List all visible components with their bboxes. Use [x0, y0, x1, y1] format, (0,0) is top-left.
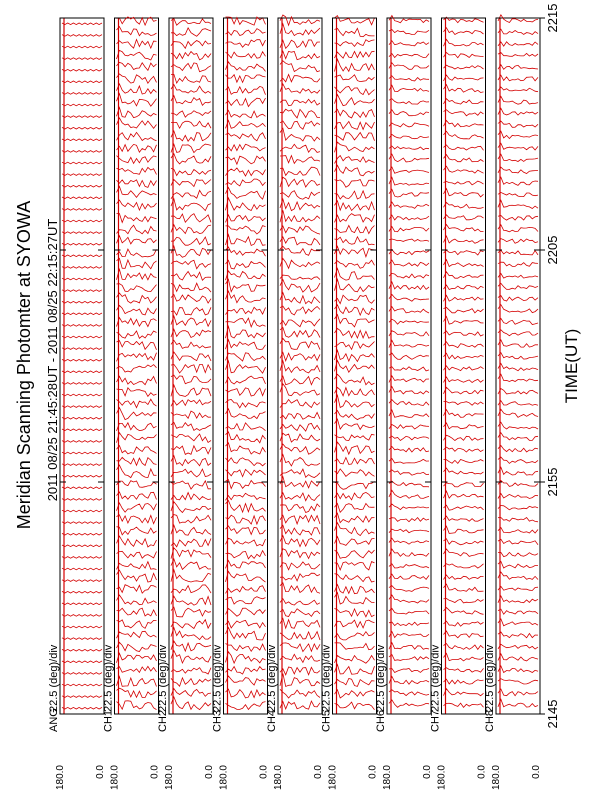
- panel-ytick-label: 0.0: [149, 765, 161, 779]
- panel-ytick-label: 180.0: [382, 765, 393, 791]
- panel-ch8: [484, 15, 542, 790]
- panel-scale-label: 22.5 (deg)/div: [48, 644, 60, 712]
- panel-ytick-label: 0.0: [313, 765, 324, 779]
- panel-ytick-label: 0.0: [476, 765, 488, 779]
- panel-scale-label: 22.5 (deg)/div: [375, 644, 387, 712]
- panel-scale-label: 22.5 (deg)/div: [266, 644, 278, 712]
- panel-scale-label: 22.5 (deg)/div: [484, 644, 496, 712]
- panel-ch1: [103, 17, 161, 790]
- panel-ytick-label: 180.0: [273, 765, 284, 791]
- panel-ytick-label: 180.0: [55, 765, 66, 791]
- panel-ytick-label: 0.0: [367, 765, 379, 779]
- panel-ytick-label: 0.0: [204, 765, 215, 779]
- panel-ytick-label: 180.0: [164, 765, 175, 791]
- panel-frame: [387, 18, 431, 714]
- panel-ytick-label: 180.0: [109, 765, 121, 791]
- panel-ch5: [321, 16, 379, 790]
- chart-title: Meridian Scanning Photomter at SYOWA: [14, 200, 34, 530]
- panel-frame: [60, 18, 104, 714]
- panel-channel-label: CH4: [266, 709, 278, 732]
- panel-ytick-label: 0.0: [531, 765, 542, 779]
- panel-scale-label: 22.5 (deg)/div: [429, 644, 442, 712]
- panel-ytick-label: 180.0: [491, 765, 502, 791]
- panel-scale-label: 22.5 (deg)/div: [320, 644, 333, 712]
- panels-group: [48, 15, 542, 790]
- panel-ch4: [266, 15, 324, 790]
- panel-scale-label: 22.5 (deg)/div: [102, 644, 115, 712]
- time-tick-label: 2215: [545, 3, 560, 33]
- time-tick-label: 2205: [545, 235, 560, 265]
- panel-scale-label: 22.5 (deg)/div: [211, 644, 224, 712]
- chart-subtitle: 2011 08/25 21:45:28UT - 2011 08/25 22:15:27UT: [45, 218, 60, 502]
- time-axis-ticks: [540, 4, 560, 729]
- panel-ch2: [157, 18, 215, 790]
- panel-ytick-label: 0.0: [422, 765, 433, 779]
- panel-ytick-label: 180.0: [327, 765, 339, 791]
- time-tick-label: 2155: [545, 467, 560, 497]
- panel-ch7: [430, 17, 488, 790]
- panel-channel-label: CH2: [157, 709, 169, 732]
- panel-channel-label: CH6: [375, 709, 387, 732]
- panel-channel-label: CH8: [484, 709, 496, 732]
- panel-ch3: [212, 17, 270, 790]
- panel-channel-label: CH5: [320, 709, 333, 732]
- panel-ytick-label: 0.0: [95, 765, 106, 779]
- panel-channel-label: ANG: [48, 708, 60, 732]
- panel-ch6: [375, 16, 433, 791]
- panel-ytick-label: 0.0: [258, 765, 270, 779]
- panel-ytick-label: 180.0: [436, 765, 448, 791]
- panel-ytick-label: 180.0: [218, 765, 230, 791]
- panel-channel-label: CH1: [102, 709, 115, 732]
- time-tick-label: 2145: [545, 699, 560, 729]
- x-axis-label: TIME(UT): [562, 328, 581, 404]
- panel-channel-label: CH7: [429, 709, 442, 732]
- panel-scale-label: 22.5 (deg)/div: [157, 644, 169, 712]
- panel-channel-label: CH3: [211, 709, 224, 732]
